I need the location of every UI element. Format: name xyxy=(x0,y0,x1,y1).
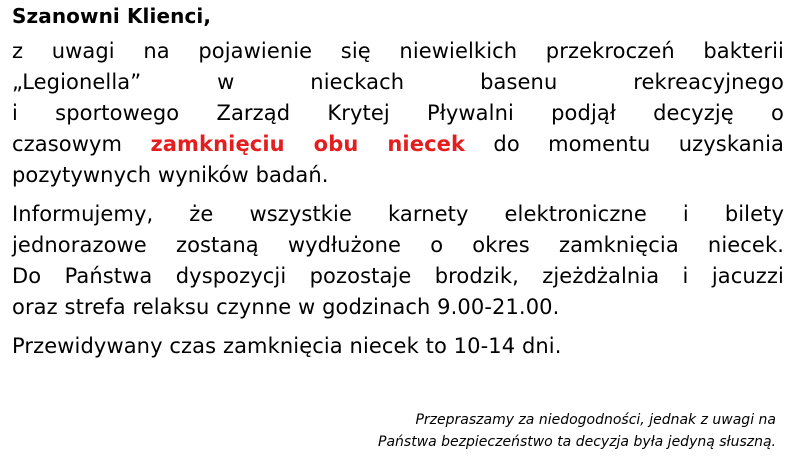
greeting: Szanowni Klienci, xyxy=(12,4,212,28)
paragraph-line: Do Państwa dyspozycji pozostaje brodzik, zjeżdżalnia i jacuzzi xyxy=(12,264,784,288)
paragraph-line: z uwagi na pojawienie się niewielkich przekroczeń bakterii xyxy=(12,39,784,63)
paragraph-text: do momentu uzyskania xyxy=(465,132,784,156)
paragraph-line xyxy=(12,129,784,160)
expected-closure-paragraph xyxy=(12,331,784,362)
paragraph-line: oraz strefa relaksu czynne w godzinach 9.00-21.00. xyxy=(12,295,560,319)
paragraph-text: czasowym xyxy=(12,132,151,156)
closure-notice xyxy=(12,0,784,362)
paragraph-line: i sportowego Zarząd Krytej Pływalni podjął decyzję o xyxy=(12,101,784,125)
paragraph-line: Przewidywany czas zamknięcia niecek to 10-14 dni. xyxy=(12,334,562,358)
paragraph-line: Informujemy, że wszystkie karnety elektroniczne i bilety xyxy=(12,202,784,226)
apology-note xyxy=(216,409,776,453)
closure-reason-paragraph xyxy=(12,36,784,191)
paragraph-line: „Legionella” w nieckach basenu rekreacyjnego xyxy=(12,70,784,94)
paragraph-line: jednorazowe zostaną wydłużone o okres zamknięcia niecek. xyxy=(12,233,784,257)
apology-line: Państwa bezpieczeństwo ta decyzja była jedyną słuszną. xyxy=(378,434,776,450)
tickets-info-paragraph xyxy=(12,199,784,323)
paragraph-line: pozytywnych wyników badań. xyxy=(12,163,329,187)
apology-line: Przepraszamy za niedogodności, jednak z uwagi na xyxy=(415,412,776,428)
closure-highlight: zamknięciu obu niecek xyxy=(150,132,466,156)
